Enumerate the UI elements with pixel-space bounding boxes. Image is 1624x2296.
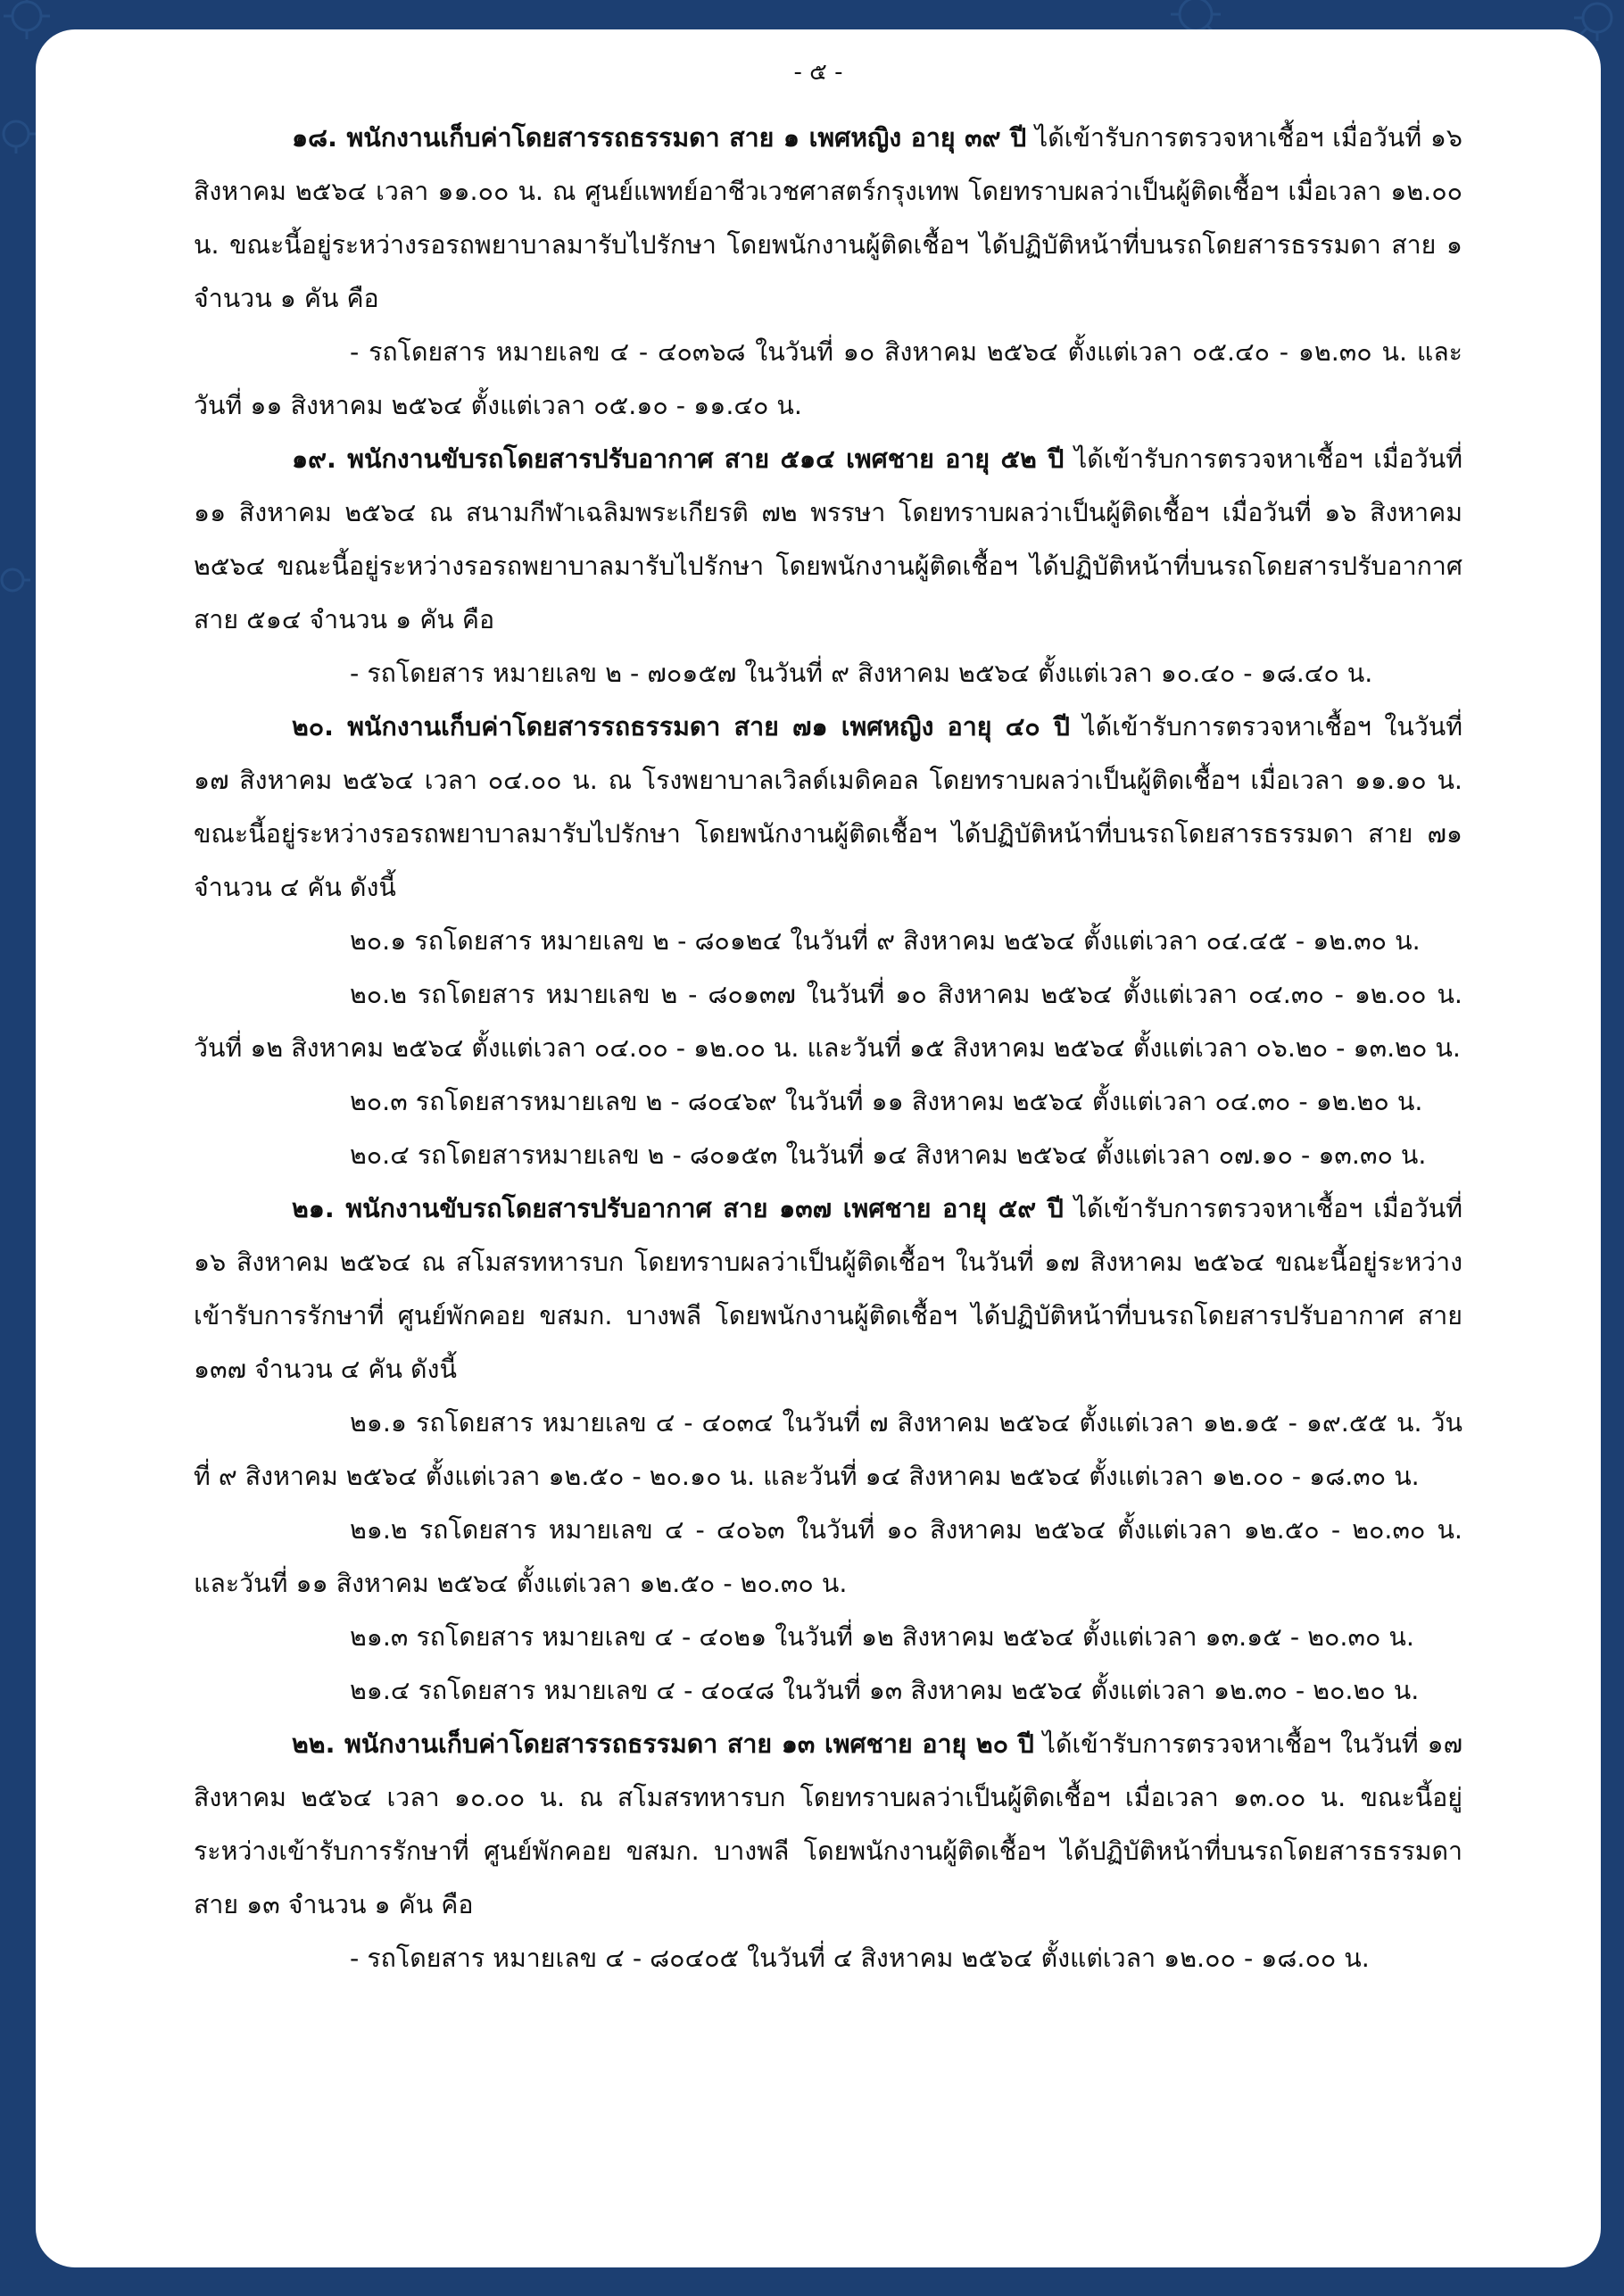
virus-icon (2, 569, 30, 591)
case-item-22 (194, 1718, 1462, 1985)
document-page (36, 29, 1601, 2267)
bus-entry: - รถโดยสาร หมายเลข ๔ - ๘๐๔๐๕ ในวันที่ ๔ สิงหาคม ๒๕๖๔ ตั้งแต่เวลา ๑๒.๐๐ - ๑๘.๐๐ น. (350, 1944, 1370, 1973)
case-body: ได้เข้ารับการตรวจหาเชื้อฯ ในวันที่ ๑๗ สิงหาคม ๒๕๖๔ เวลา ๑๐.๐๐ น. ณ สโมสรทหารบก โดยทราบผลว่าเป็นผู้ติดเชื้อฯ เมื่อเวลา ๑๓.๐๐ น. ขณะนี้อยู่ระหว่างเข้ารับการรักษาที่ ศูนย์พักคอย ขสมก. บางพลี โดยพนักงานผู้ติดเชื้อฯ ได้ปฏิบัติหน้าที่บนรถโดยสารธรรมดา สาย ๑๓ จำนวน ๑ คัน คือ (194, 1729, 1463, 1919)
bus-entry: ๒๐.๔ รถโดยสารหมายเลข ๒ - ๘๐๑๕๓ ในวันที่ ๑๔ สิงหาคม ๒๕๖๔ ตั้งแต่เวลา ๐๗.๑๐ - ๑๓.๓๐ น. (350, 1140, 1427, 1170)
case-paragraph (194, 700, 1462, 915)
case-heading: ๑๘. พนักงานเก็บค่าโดยสารรถธรรมดา สาย ๑ เพศหญิง อายุ ๓๙ ปี (292, 123, 1027, 153)
bus-entry: ๒๐.๒ รถโดยสาร หมายเลข ๒ - ๘๐๑๓๗ ในวันที่ ๑๐ สิงหาคม ๒๕๖๔ ตั้งแต่เวลา ๐๔.๓๐ - ๑๒.๐๐ น. วันที่ ๑๒ สิงหาคม ๒๕๖๔ ตั้งแต่เวลา ๐๔.๐๐ - ๑๒.๐๐ น. และวันที่ ๑๕ สิงหาคม ๒๕๖๔ ตั้งแต่เวลา ๐๖.๒๐ - ๑๓.๒๐ น. (194, 980, 1462, 1063)
bus-entry: - รถโดยสาร หมายเลข ๔ - ๔๐๓๖๘ ในวันที่ ๑๐ สิงหาคม ๒๕๖๔ ตั้งแต่เวลา ๐๕.๔๐ - ๑๒.๓๐ น. และวันที่ ๑๑ สิงหาคม ๒๕๖๔ ตั้งแต่เวลา ๐๕.๑๐ - ๑๑.๔๐ น. (194, 337, 1462, 420)
case-item-19 (194, 433, 1462, 700)
case-paragraph (194, 1182, 1462, 1397)
case-paragraph (194, 433, 1462, 647)
bus-entry: ๒๑.๔ รถโดยสาร หมายเลข ๔ - ๔๐๔๘ ในวันที่ ๑๓ สิงหาคม ๒๕๖๔ ตั้งแต่เวลา ๑๒.๓๐ - ๒๐.๒๐ น. (350, 1676, 1420, 1705)
document-body (194, 112, 1462, 1985)
case-item-18 (194, 112, 1462, 433)
bus-entry: - รถโดยสาร หมายเลข ๒ - ๗๐๑๕๗ ในวันที่ ๙ สิงหาคม ๒๕๖๔ ตั้งแต่เวลา ๑๐.๔๐ - ๑๘.๔๐ น. (350, 659, 1373, 688)
page-number: - ๕ - (793, 59, 843, 86)
case-item-21 (194, 1182, 1462, 1718)
case-heading: ๒๐. พนักงานเก็บค่าโดยสารรถธรรมดา สาย ๗๑ เพศหญิง อายุ ๔๐ ปี (292, 712, 1070, 742)
case-heading: ๒๑. พนักงานขับรถโดยสารปรับอากาศ สาย ๑๓๗ เพศชาย อายุ ๕๙ ปี (292, 1194, 1064, 1223)
case-body: ได้เข้ารับการตรวจหาเชื้อฯ เมื่อวันที่ ๑๑ สิงหาคม ๒๕๖๔ ณ สนามกีฬาเฉลิมพระเกียรติ ๗๒ พรรษา โดยทราบผลว่าเป็นผู้ติดเชื้อฯ เมื่อวันที่ ๑๖ สิงหาคม ๒๕๖๔ ขณะนี้อยู่ระหว่างรอรถพยาบาลมารับไปรักษา โดยพนักงานผู้ติดเชื้อฯ ได้ปฏิบัติหน้าที่บนรถโดยสารปรับอากาศ สาย ๕๑๔ จำนวน ๑ คัน คือ (194, 444, 1462, 634)
bus-entry: ๒๑.๒ รถโดยสาร หมายเลข ๔ - ๔๐๖๓ ในวันที่ ๑๐ สิงหาคม ๒๕๖๔ ตั้งแต่เวลา ๑๒.๕๐ - ๒๐.๓๐ น. และวันที่ ๑๑ สิงหาคม ๒๕๖๔ ตั้งแต่เวลา ๑๒.๕๐ - ๒๐.๓๐ น. (194, 1515, 1462, 1598)
case-body: ได้เข้ารับการตรวจหาเชื้อฯ เมื่อวันที่ ๑๖ สิงหาคม ๒๕๖๔ เวลา ๑๑.๐๐ น. ณ ศูนย์แพทย์อาชีวเวชศาสตร์กรุงเทพ โดยทราบผลว่าเป็นผู้ติดเชื้อฯ เมื่อเวลา ๑๒.๐๐ น. ขณะนี้อยู่ระหว่างรอรถพยาบาลมารับไปรักษา โดยพนักงานผู้ติดเชื้อฯ ได้ปฏิบัติหน้าที่บนรถโดยสารธรรมดา สาย ๑ จำนวน ๑ คัน คือ (194, 123, 1462, 313)
bus-entry: ๒๑.๓ รถโดยสาร หมายเลข ๔ - ๔๐๒๑ ในวันที่ ๑๒ สิงหาคม ๒๕๖๔ ตั้งแต่เวลา ๑๓.๑๕ - ๒๐.๓๐ น. (350, 1622, 1414, 1652)
case-paragraph (194, 112, 1462, 326)
bus-entry: ๒๐.๑ รถโดยสาร หมายเลข ๒ - ๘๐๑๒๔ ในวันที่ ๙ สิงหาคม ๒๕๖๔ ตั้งแต่เวลา ๐๔.๔๕ - ๑๒.๓๐ น. (350, 926, 1421, 956)
virus-icon (1171, 0, 1221, 32)
case-body: ได้เข้ารับการตรวจหาเชื้อฯ ในวันที่ ๑๗ สิงหาคม ๒๕๖๔ เวลา ๐๔.๐๐ น. ณ โรงพยาบาลเวิลด์เมดิคอล โดยทราบผลว่าเป็นผู้ติดเชื้อฯ เมื่อเวลา ๑๑.๑๐ น. ขณะนี้อยู่ระหว่างรอรถพยาบาลมารับไปรักษา โดยพนักงานผู้ติดเชื้อฯ ได้ปฏิบัติหน้าที่บนรถโดยสารธรรมดา สาย ๗๑ จำนวน ๔ คัน ดังนี้ (194, 712, 1462, 902)
case-body: ได้เข้ารับการตรวจหาเชื้อฯ เมื่อวันที่ ๑๖ สิงหาคม ๒๕๖๔ ณ สโมสรทหารบก โดยทราบผลว่าเป็นผู้ติดเชื้อฯ ในวันที่ ๑๗ สิงหาคม ๒๕๖๔ ขณะนี้อยู่ระหว่างเข้ารับการรักษาที่ ศูนย์พักคอย ขสมก. บางพลี โดยพนักงานผู้ติดเชื้อฯ ได้ปฏิบัติหน้าที่บนรถโดยสารปรับอากาศ สาย ๑๓๗ จำนวน ๔ คัน ดังนี้ (194, 1194, 1462, 1384)
case-item-20 (194, 700, 1462, 1182)
bus-entry: ๒๑.๑ รถโดยสาร หมายเลข ๔ - ๔๐๓๔ ในวันที่ ๗ สิงหาคม ๒๕๖๔ ตั้งแต่เวลา ๑๒.๑๕ - ๑๙.๕๕ น. วันที่ ๙ สิงหาคม ๒๕๖๔ ตั้งแต่เวลา ๑๒.๕๐ - ๒๐.๑๐ น. และวันที่ ๑๔ สิงหาคม ๒๕๖๔ ตั้งแต่เวลา ๑๒.๐๐ - ๑๘.๓๐ น. (194, 1408, 1462, 1491)
case-heading: ๒๒. พนักงานเก็บค่าโดยสารรถธรรมดา สาย ๑๓ เพศชาย อายุ ๒๐ ปี (292, 1729, 1034, 1759)
case-heading: ๑๙. พนักงานขับรถโดยสารปรับอากาศ สาย ๕๑๔ เพศชาย อายุ ๕๒ ปี (292, 444, 1065, 474)
virus-icon (4, 121, 36, 153)
virus-icon (4, 0, 50, 39)
bus-entry: ๒๐.๓ รถโดยสารหมายเลข ๒ - ๘๐๔๖๙ ในวันที่ ๑๑ สิงหาคม ๒๕๖๔ ตั้งแต่เวลา ๐๔.๓๐ - ๑๒.๒๐ น. (350, 1087, 1423, 1116)
case-paragraph (194, 1718, 1462, 1932)
